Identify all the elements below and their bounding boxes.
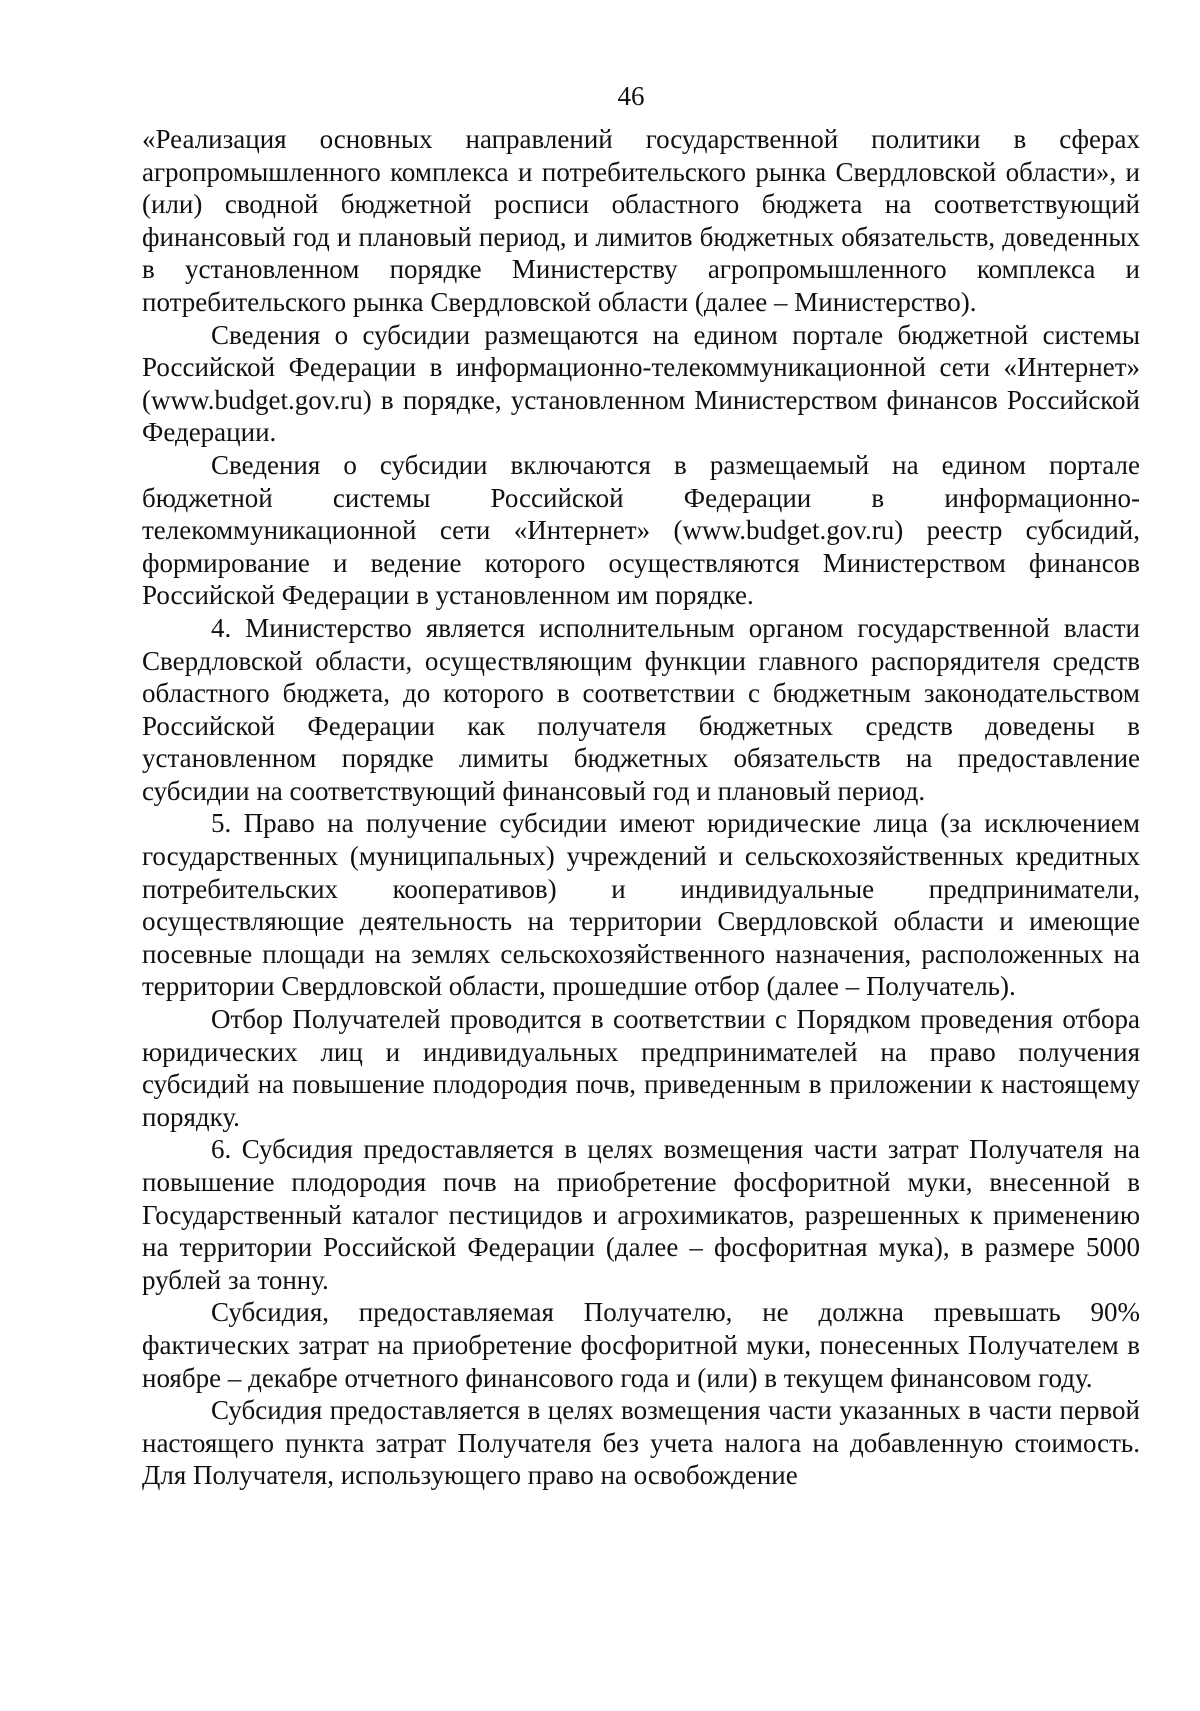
paragraph-selection: Отбор Получателей проводится в соответствии с Порядком проведения отбора юридических лиц и индивидуальных предпринимателей на право получения субсидий на повышение плодородия почв, приведенным в приложении к настоящему порядку. [142,1004,1140,1132]
page-number: 46 [617,81,645,111]
paragraph-item-6: 6. Субсидия предоставляется в целях возмещения части затрат Получателя на повышение плодородия почв на приобретение фосфоритной муки, внесенной в Государственный каталог пестицидов и агрохимикатов, разрешенных к применению на территории Российской Федерации (далее – фосфоритная мука), в размере 5000 рублей за тонну. [142,1134,1140,1295]
paragraph-vat: Субсидия предоставляется в целях возмещения части указанных в части первой настоящего пункта затрат Получателя без учета налога на добавленную стоимость. Для Получателя, использующего право на освобождение [142,1395,1140,1491]
paragraph-limit: Субсидия, предоставляемая Получателю, не должна превышать 90% фактических затрат на приобретение фосфоритной муки, понесенных Получателем в ноябре – декабре отчетного финансового года и (или) в текущем финансовом году. [142,1297,1140,1393]
paragraph-continuation: «Реализация основных направлений государственной политики в сферах агропромышленного комплекса и потребительского рынка Свердловской области», и (или) сводной бюджетной росписи областного бюджета на соответствующий финансовый год и плановый период, и лимитов бюджетных обязательств, доведенных в установленном порядке Министерству агропромышленного комплекса и потребительского рынка Свердловской области (далее – Министерство). [142,124,1140,317]
paragraph-item-5: 5. Право на получение субсидии имеют юридические лица (за исключением государственных (муниципальных) учреждений и сельскохозяйственных кредитных потребительских кооперативов) и индивидуальные предприниматели, осуществляющие деятельность на территории Свердловской области и имеющие посевные площади на землях сельскохозяйственного назначения, расположенных на территории Свердловской области, прошедшие отбор (далее – Получатель). [142,808,1140,1002]
paragraph-item-4: 4. Министерство является исполнительным органом государственной власти Свердловской области, осуществляющим функции главного распорядителя средств областного бюджета, до которого в соответствии с бюджетным законодательством Российской Федерации как получателя бюджетных средств доведены в установленном порядке лимиты бюджетных обязательств на предоставление субсидии на соответствующий финансовый год и плановый период. [142,612,1140,806]
paragraph-info-registry: Сведения о субсидии включаются в размещаемый на едином портале бюджетной системы Российской Федерации в информационно-телекоммуникационной сети «Интернет» (www.budget.gov.ru) реестр субсидий, формирование и ведение которого осуществляются Министерством финансов Российской Федерации в установленном им порядке. [142,449,1140,611]
paragraph-info-portal: Сведения о субсидии размещаются на едином портале бюджетной системы Российской Федерации в информационно-телекоммуникационной сети «Интернет» (www.budget.gov.ru) в порядке, установленном Министерством финансов Российской Федерации. [142,319,1140,448]
document-body [142,123,1140,1492]
